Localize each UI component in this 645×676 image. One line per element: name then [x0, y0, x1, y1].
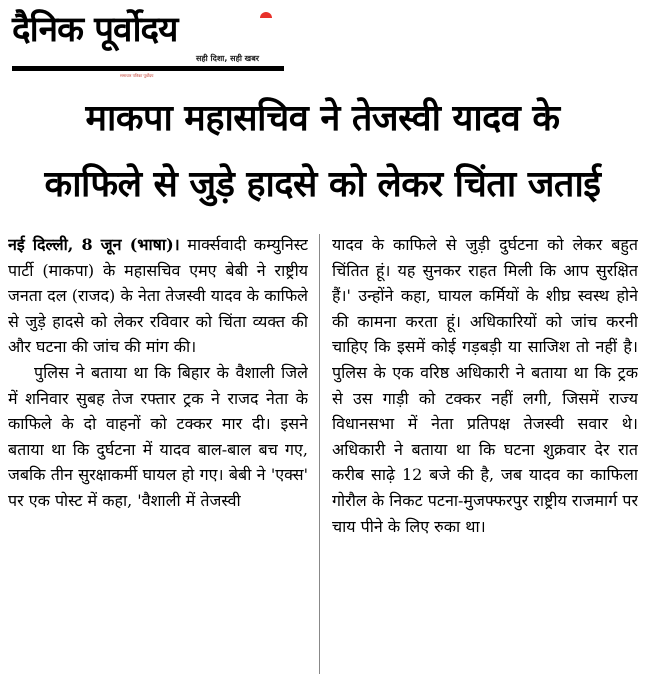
masthead-rule — [12, 66, 284, 71]
sunrise-logo-icon — [256, 6, 276, 26]
paragraph-text: मार्क्सवादी कम्युनिस्ट पार्टी (माकपा) के महासचिव एमए बेबी ने राष्ट्रीय जनता दल (राजद) के नेता तेजस्वी यादव के काफिले से जुड़े हादसे को लेकर रविवार को चिंता व्यक्त की और घटना की जांच की मांग की। — [8, 235, 308, 357]
article-paragraph — [8, 232, 308, 360]
article-paragraph: पुलिस ने बताया था कि बिहार के वैशाली जिले में शनिवार सुबह तेज रफ्तार ट्रक ने राजद नेता के काफिले के दो वाहनों को टक्कर मार दी। इसने बताया था कि दुर्घटना में यादव बाल-बाल बच गए, जबकि तीन सुरक्षाकर्मी घायल हो गए। बेबी ने 'एक्स' पर एक पोस्ट में कहा, 'वैशाली में तेजस्वी — [8, 362, 308, 510]
column-divider — [319, 234, 320, 674]
article-dateline: नई दिल्ली, 8 जून (भाषा)। — [8, 235, 180, 254]
article-paragraph: यादव के काफिले से जुड़ी दुर्घटना को लेकर बहुत चिंतित हूं। यह सुनकर राहत मिली कि आप सुरक्षित हैं।' उन्होंने कहा, घायल कर्मियों के शीघ्र स्वस्थ होने की कामना करता हूं। अधिकारियों को जांच करनी चाहिए कि इसमें कोई गड़बड़ी या साजिश तो नहीं है। पुलिस के एक वरिष्ठ अधिकारी ने बताया था कि ट्रक से उस गाड़ी को टक्कर नहीं लगी, जिसमें राज्य विधानसभा में नेता प्रतिपक्ष तेजस्वी सवार थे। अधिकारी ने बताया था कि घटना शुक्रवार देर रात करीब साढ़े 12 बजे की है, जब यादव का काफिला गोरौल के निकट पटना-मुजफ्फरपुर राष्ट्रीय राजमार्ग पर चाय पीने के लिए रुका था। — [332, 235, 638, 536]
brand-logo-text: दैनिक पूर्वोदय — [12, 10, 178, 50]
masthead — [0, 0, 300, 80]
masthead-subtext: समाचार पत्रिका पूर्वोदय — [120, 73, 154, 78]
masthead-tagline: सही दिशा, सही खबर — [196, 54, 260, 63]
article-left-column — [8, 232, 308, 676]
headline-line-2: काफिले से जुड़े हादसे को लेकर चिंता जताई — [44, 164, 601, 205]
article-right-column — [332, 232, 638, 676]
headline-line-1: माकपा महासचिव ने तेजस्वी यादव के — [85, 98, 560, 139]
article-headline — [0, 86, 645, 218]
